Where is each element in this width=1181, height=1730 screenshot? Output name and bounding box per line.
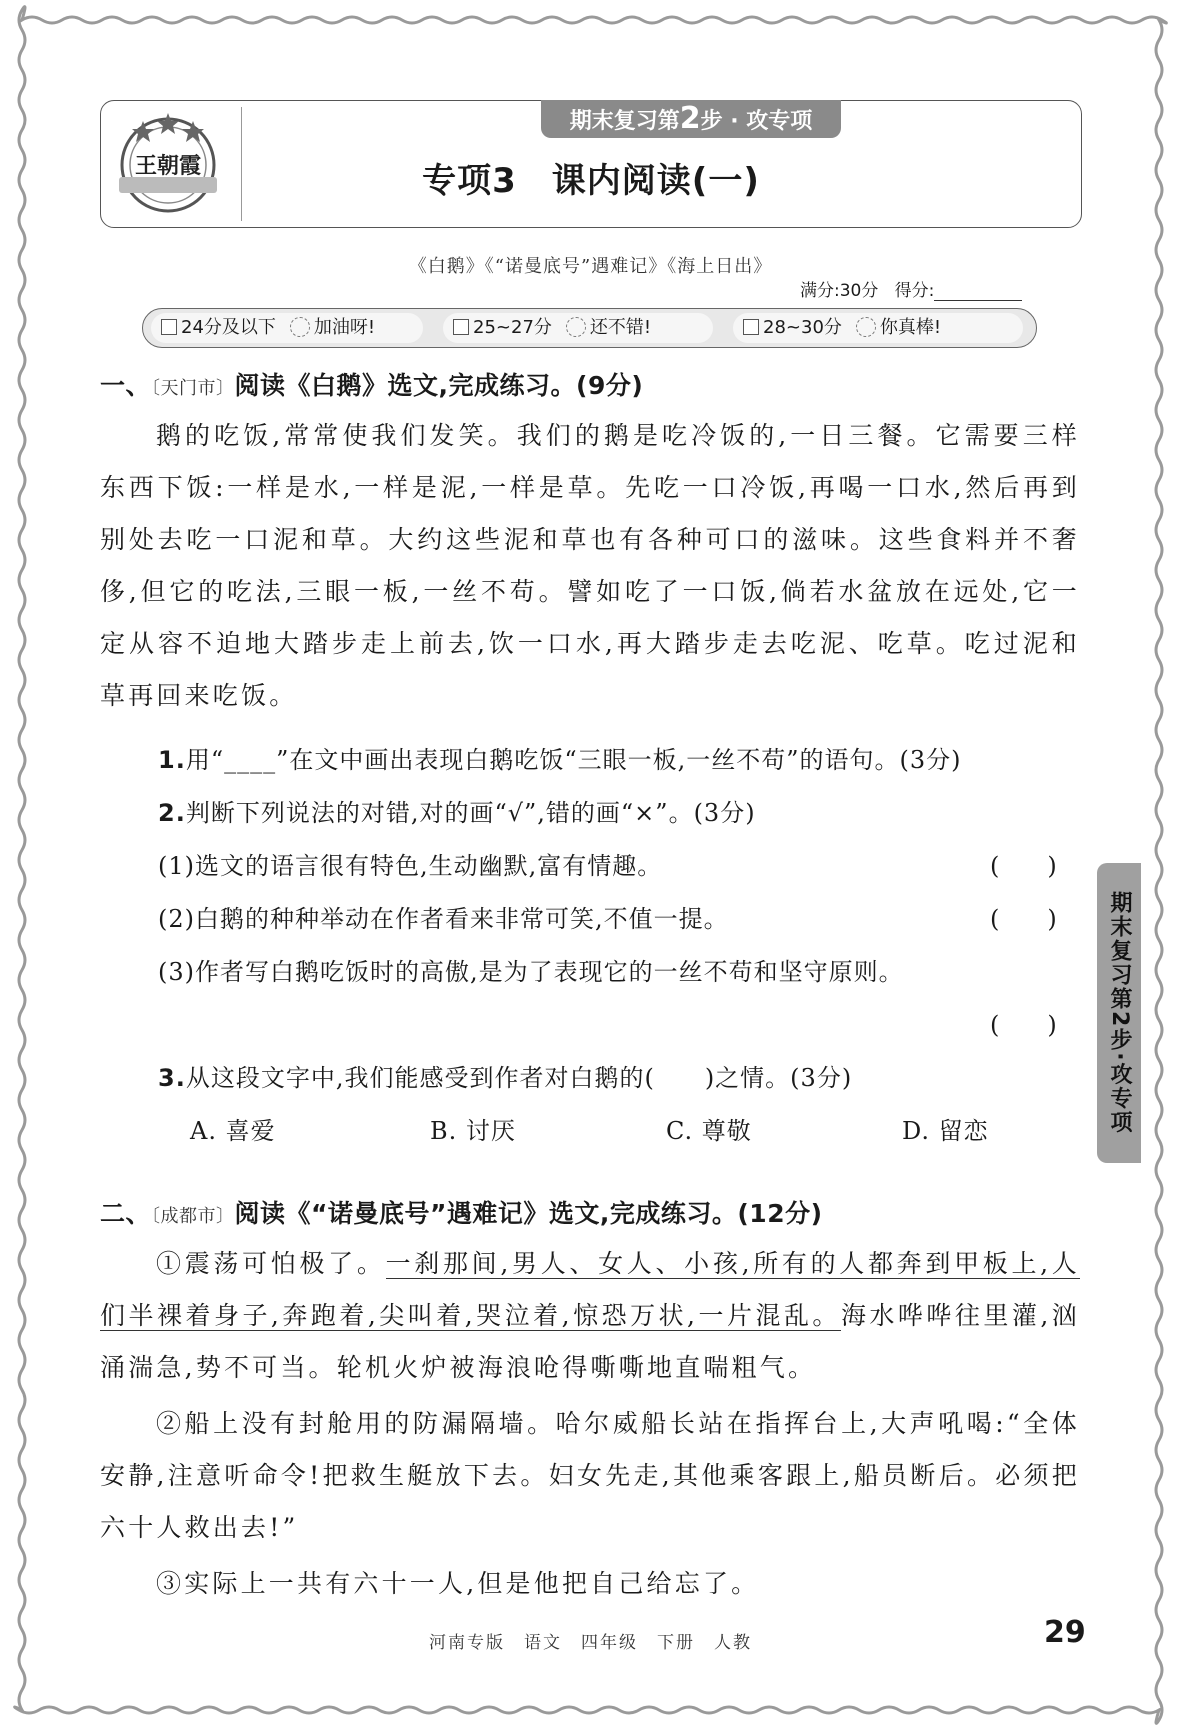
section1-heading	[100, 366, 643, 402]
level-2	[443, 313, 713, 343]
q1-text: 用“____”在文中画出表现白鹅吃饭“三眼一板,一丝不苟”的语句。(3分)	[185, 746, 962, 774]
page-title: 专项3 课内阅读(一)	[422, 161, 760, 201]
level-3	[733, 313, 1023, 343]
q2-item-2: (2)白鹅的种种举动在作者看来非常可笑,不值一提。	[158, 905, 729, 933]
step-label-post: 步 · 攻专项	[700, 109, 813, 134]
q2-item-1: (1)选文的语言很有特色,生动幽默,富有情趣。	[158, 852, 663, 880]
score-label: 得分:	[894, 281, 935, 301]
score-line	[800, 276, 1022, 301]
q2-answer-1[interactable]: ( )	[990, 852, 1057, 880]
p1-underlined-2: 人们半裸着身子,奔跑着,尖叫着,哭泣着,惊恐万状,一片混乱。	[100, 1249, 1081, 1330]
section1-title: 阅读《白鹅》选文,完成练习。(9分)	[234, 371, 644, 400]
question-3	[158, 1058, 852, 1093]
footer: 河南专版 语文 四年级 下册 人教	[429, 1633, 752, 1653]
p1-text-a: ①震荡可怕极了。	[156, 1249, 386, 1278]
section2-prefix: 二、	[100, 1199, 152, 1228]
question-2	[158, 793, 756, 828]
q3-number: 3.	[158, 1064, 186, 1092]
level-2-comment: 还不错!	[589, 317, 652, 338]
level-1-checkbox[interactable]	[161, 319, 177, 335]
section1-region-tag: 〔天门市〕	[151, 378, 235, 399]
level-1	[151, 313, 423, 343]
section2-heading	[100, 1194, 823, 1230]
section2-region-tag: 〔成都市〕	[151, 1206, 235, 1227]
step-number: 2	[679, 101, 701, 136]
q2-answer-3[interactable]: ( )	[990, 1011, 1057, 1039]
smile-icon	[856, 317, 876, 337]
level-1-range: 24分及以下	[181, 317, 276, 338]
level-1-comment: 加油呀!	[313, 317, 376, 338]
q3-option-c[interactable]: C. 尊敬	[666, 1117, 752, 1145]
q3-text: 从这段文字中,我们能感受到作者对白鹅的( )之情。(3分)	[185, 1064, 853, 1092]
level-3-comment: 你真棒!	[879, 317, 942, 338]
q1-number: 1.	[158, 746, 186, 774]
page-number: 29	[1044, 1615, 1086, 1650]
section1-prefix: 一、	[100, 371, 152, 400]
section1-passage: 鹅的吃饭,常常使我们发笑。我们的鹅是吃冷饭的,一日三餐。它需要三样东西下饭:一样是水,一样是泥,一样是草。先吃一口冷饭,再喝一口水,然后再到别处去吃一口泥和草。大约这些泥和草也有各种可口的滋味。这些食料并不奢侈,但它的吃法,三眼一板,一丝不苟。譬如吃了一口饭,倘若水盆放在远处,它一定从容不迫地大踏步走上前去,饮一口水,再大踏步走去吃泥、吃草。吃过泥和草再回来吃饭。	[100, 421, 1080, 710]
step-label-pre: 期末复习第	[569, 109, 680, 134]
q3-option-d[interactable]: D. 留恋	[902, 1117, 989, 1145]
level-2-checkbox[interactable]	[453, 319, 469, 335]
q3-option-b[interactable]: B. 讨厌	[430, 1117, 516, 1145]
section2-title: 阅读《“诺曼底号”遇难记》选文,完成练习。(12分)	[234, 1199, 823, 1228]
question-1	[158, 740, 962, 775]
side-tab: 期末复习第2步·攻专项	[1097, 863, 1141, 1163]
q2-text: 判断下列说法的对错,对的画“√”,错的画“×”。(3分)	[185, 799, 756, 827]
covered-texts: 《白鹅》《“诺曼底号”遇难记》《海上日出》	[408, 256, 773, 277]
score-blank[interactable]	[934, 282, 1022, 301]
section2-paragraph-1	[100, 1238, 1080, 1394]
score-level-bar	[142, 308, 1037, 348]
header-box	[100, 100, 1082, 228]
p1-underlined-1: 一刹那间,男人、女人、小孩,所有的人都奔到甲板上,	[385, 1249, 1052, 1278]
smile-icon	[566, 317, 586, 337]
logo-text: 王朝霞	[134, 153, 202, 179]
q2-answer-2[interactable]: ( )	[990, 905, 1057, 933]
q2-number: 2.	[158, 799, 186, 827]
q3-option-a[interactable]: A. 喜爱	[190, 1117, 276, 1145]
level-3-range: 28~30分	[763, 317, 842, 338]
smile-icon	[290, 317, 310, 337]
level-2-range: 25~27分	[473, 317, 552, 338]
section2-paragraph-2: ②船上没有封舱用的防漏隔墙。哈尔威船长站在指挥台上,大声吼喝:“全体安静,注意听命令!把救生艇放下去。妇女先走,其他乘客跟上,船员断后。必须把六十人救出去!”	[100, 1409, 1080, 1542]
section2-paragraph-3: ③实际上一共有六十一人,但是他把自己给忘了。	[156, 1569, 760, 1598]
level-3-checkbox[interactable]	[743, 319, 759, 335]
p1-text-d: 海水哗哗往里灌,汹涌湍急,势不可当。轮机火炉被海浪呛得嘶嘶地直喘粗气。	[100, 1301, 1080, 1382]
q2-item-3: (3)作者写白鹅吃饭时的高傲,是为了表现它的一丝不苟和坚守原则。	[158, 958, 904, 986]
full-score: 满分:30分	[800, 281, 879, 301]
step-tab	[541, 100, 841, 138]
